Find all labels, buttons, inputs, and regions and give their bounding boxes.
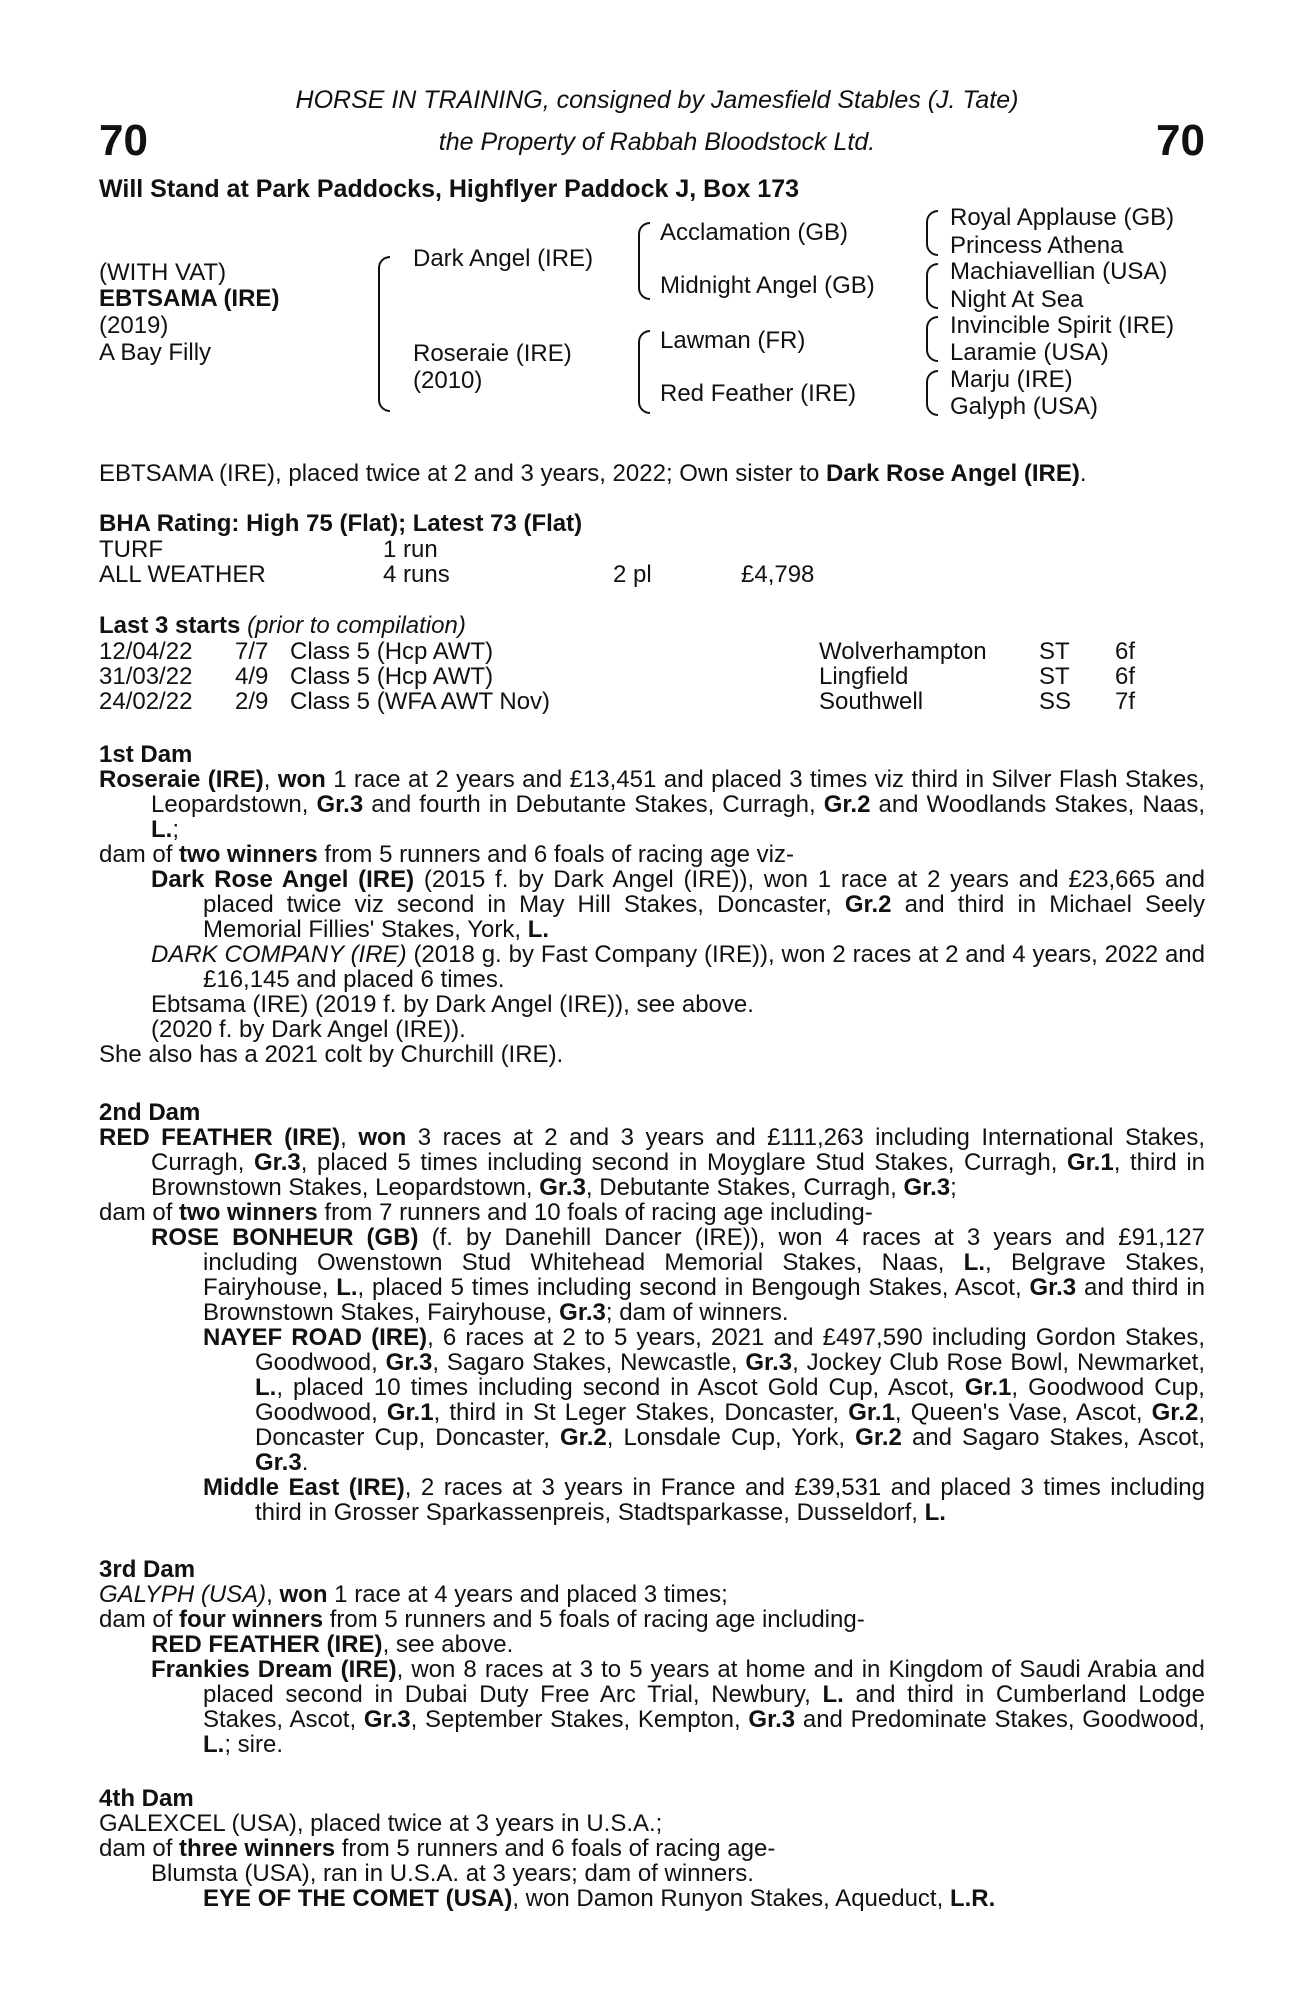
rating-prize: £4,798 (741, 561, 815, 588)
offspring-text: . (301, 1449, 309, 1476)
start-going: SS (1039, 688, 1072, 715)
offspring-text: , third in St Leger Stakes, Doncaster, (433, 1399, 849, 1426)
grade-label: Gr.1 (1067, 1149, 1114, 1176)
third-dam-record: GALYPH (USA), won 1 race at 4 years and placed 3 times; (99, 1581, 728, 1608)
pedigree-brace-main (378, 256, 390, 412)
offspring-name: Middle East (IRE) (203, 1474, 405, 1501)
offspring-text: ; sire. (224, 1731, 284, 1758)
start-distance: 7f (1115, 688, 1136, 715)
pedigree-sire: Dark Angel (IRE) (413, 245, 594, 272)
second-dam-text: , placed 5 times including second in Moyglare Stud Stakes, Curragh, (300, 1149, 1067, 1176)
starts-table (99, 639, 1199, 714)
offspring-entry (99, 867, 1205, 942)
grade-label: Gr.3 (363, 1706, 411, 1733)
offspring-name: EYE OF THE COMET (USA) (203, 1885, 513, 1912)
second-dam-won: won (358, 1124, 407, 1151)
start-race: Class 5 (Hcp AWT) (290, 638, 494, 665)
pedigree-dam-year: (2010) (413, 367, 483, 394)
horse-description: A Bay Filly (99, 339, 212, 366)
grade-label: L. (203, 1731, 225, 1758)
offspring-text: and third in Brownstown Stakes, Fairyhouse, (203, 1274, 1205, 1326)
rating-row (99, 562, 899, 587)
third-dam-won: won (279, 1581, 328, 1608)
offspring-text: , placed 5 times including second in Bengough Stakes, Ascot, (357, 1274, 1030, 1301)
offspring-entry (99, 942, 1205, 992)
grade-label: Gr.1 (964, 1374, 1012, 1401)
pedigree-brace-g3-4 (926, 370, 938, 416)
lot-number-left: 70 (99, 116, 148, 165)
grade-label: Gr.3 (1029, 1274, 1077, 1301)
grade-label: L. (924, 1499, 946, 1526)
grade-label: Gr.2 (560, 1424, 607, 1451)
third-dam-name: GALYPH (USA) (99, 1581, 267, 1608)
grade-label: L.R. (949, 1885, 996, 1912)
offspring-entry (99, 1861, 1205, 1886)
third-dam-produce-summary (99, 1607, 1205, 1632)
winners-count: two winners (179, 1199, 318, 1226)
dam-of-rest: from 5 runners and 6 foals of racing age viz- (317, 841, 794, 868)
offspring-text: and Sagaro Stakes, Ascot, (901, 1424, 1205, 1451)
start-going: ST (1039, 638, 1070, 665)
start-going: ST (1039, 663, 1070, 690)
pedigree-sire-sire: Acclamation (GB) (660, 219, 849, 246)
second-dam-text: , third in Brownstown Stakes, Leopardstown, (151, 1149, 1205, 1201)
grade-label: Gr.2 (1151, 1399, 1199, 1426)
start-position: 2/9 (235, 688, 269, 715)
grade-label: Gr.3 (539, 1174, 586, 1201)
offspring-text: , 2 races at 3 years in France and £39,531 and placed 3 times including third in Grosser Sparkassenpreis, Stadtsparkasse, Dusseldorf, (255, 1474, 1205, 1526)
offspring-text: and Predominate Stakes, Goodwood, (795, 1706, 1205, 1733)
pedigree-brace-g3-3 (926, 316, 938, 362)
second-dam-text: 3 races at 2 and 3 years and £111,263 including International Stakes, Curragh, (151, 1124, 1205, 1176)
winners-count: two winners (179, 841, 318, 868)
grade-label: Gr.3 (903, 1174, 951, 1201)
offspring-entry (99, 1225, 1205, 1325)
pedigree-brace-g3-1 (926, 210, 938, 256)
first-dam-text: and Woodlands Stakes, Naas, (870, 791, 1206, 818)
pedigree-g3-4: Night At Sea (950, 286, 1084, 313)
dam-of-rest: from 7 runners and 10 foals of racing age including- (317, 1199, 873, 1226)
pedigree-g3-3: Machiavellian (USA) (950, 258, 1168, 285)
first-dam-text: 1 race at 2 years and £13,451 and placed 3 times viz third in Silver Flash Stakes, Leopardstown, (151, 766, 1205, 818)
rating-runs: 1 run (383, 536, 438, 563)
offspring-text: Blumsta (USA), ran in U.S.A. at 3 years; dam of winners. (151, 1860, 754, 1887)
start-row (99, 639, 1199, 664)
second-dam-text: , Debutante Stakes, Curragh, (585, 1174, 904, 1201)
pedigree-dam-dam: Red Feather (IRE) (660, 380, 857, 407)
dam-of-label: dam of (99, 841, 180, 868)
grade-label: L. (822, 1681, 844, 1708)
offspring-text: , won 8 races at 3 to 5 years at home and in Kingdom of Saudi Arabia and placed second in Dubai Duty Free Arc Trial, Newbury, (203, 1656, 1205, 1708)
starts-title: Last 3 starts (99, 612, 241, 639)
starts-heading (99, 613, 466, 638)
first-dam-text: and fourth in Debutante Stakes, Curragh, (363, 791, 824, 818)
lot-number-right: 70 (1156, 116, 1205, 165)
offspring-text: , Doncaster Cup, Doncaster, (255, 1399, 1206, 1451)
dam-of-label: dam of (99, 1835, 180, 1862)
offspring-text: , Queen's Vase, Ascot, (894, 1399, 1152, 1426)
offspring-entry (99, 1017, 1205, 1042)
grade-label: Gr.3 (559, 1299, 606, 1326)
grade-label: Gr.3 (748, 1706, 796, 1733)
pedigree-g3-8: Galyph (USA) (950, 393, 1099, 420)
offspring-entry (99, 992, 1205, 1017)
rating-surface: TURF (99, 536, 163, 563)
fourth-dam-produce-summary (99, 1836, 1205, 1861)
offspring-text: , Goodwood Cup, Goodwood, (255, 1374, 1205, 1426)
grade-label: L. (336, 1274, 358, 1301)
first-dam-name: Roseraie (IRE) (99, 766, 264, 793)
grade-label: Gr.3 (745, 1349, 793, 1376)
third-dam-text: 1 race at 4 years and placed 3 times; (327, 1581, 728, 1608)
offspring-text: , September Stakes, Kempton, (410, 1706, 749, 1733)
offspring-text: , won Damon Runyon Stakes, Aqueduct, (512, 1885, 950, 1912)
start-course: Wolverhampton (819, 638, 987, 665)
rating-runs: 4 runs (383, 561, 450, 588)
start-date: 31/03/22 (99, 663, 193, 690)
offspring-text: (f. by Danehill Dancer (IRE)), won 4 races at 3 years and £91,127 including Owenstown Stud Whitehead Memorial Stakes, Naas, (203, 1224, 1205, 1276)
dam-of-rest: from 5 runners and 5 foals of racing age including- (323, 1606, 865, 1633)
start-position: 7/7 (235, 638, 269, 665)
rating-surface: ALL WEATHER (99, 561, 266, 588)
fourth-dam-heading: 4th Dam (99, 1785, 194, 1812)
second-dam-section (99, 1100, 1205, 1525)
pedigree-brace-sire (638, 222, 650, 300)
second-dam-name: RED FEATHER (IRE) (99, 1124, 341, 1151)
pedigree-brace-g3-2 (926, 263, 938, 309)
grand-offspring-entry (99, 1886, 1205, 1911)
grade-label: Gr.2 (844, 891, 892, 918)
offspring-entry (99, 1632, 1205, 1657)
first-dam-section (99, 742, 1205, 1067)
start-race: Class 5 (WFA AWT Nov) (290, 688, 551, 715)
summary-text: EBTSAMA (IRE), placed twice at 2 and 3 years, 2022; Own sister to (99, 460, 826, 487)
start-distance: 6f (1115, 663, 1136, 690)
summary-line (99, 461, 1086, 486)
offspring-text: ; dam of winners. (605, 1299, 789, 1326)
vat-label: (WITH VAT) (99, 259, 227, 286)
second-dam-produce-summary (99, 1200, 1205, 1225)
pedigree-brace-dam (638, 330, 650, 414)
grade-label: Gr.2 (823, 791, 871, 818)
offspring-text: , 6 races at 2 to 5 years, 2021 and £497,590 including Gordon Stakes, Goodwood, (255, 1324, 1205, 1376)
start-position: 4/9 (235, 663, 269, 690)
offspring-text: (2020 f. by Dark Angel (IRE)). (151, 1016, 466, 1043)
grade-label: Gr.3 (316, 791, 364, 818)
offspring-name: RED FEATHER (IRE) (151, 1631, 383, 1658)
summary-end: . (1079, 460, 1087, 487)
fourth-dam-record: GALEXCEL (USA), placed twice at 3 years in U.S.A.; (99, 1810, 663, 1837)
second-dam-text: ; (950, 1174, 957, 1201)
start-date: 24/02/22 (99, 688, 193, 715)
start-course: Lingfield (819, 663, 909, 690)
start-row (99, 664, 1199, 689)
bha-rating-title: BHA Rating: High 75 (Flat); Latest 73 (Flat) (99, 510, 583, 537)
offspring-name: ROSE BONHEUR (GB) (151, 1224, 419, 1251)
rating-table (99, 537, 899, 587)
start-race: Class 5 (Hcp AWT) (290, 663, 494, 690)
offspring-name: NAYEF ROAD (IRE) (203, 1324, 428, 1351)
offspring-text: Ebtsama (IRE) (2019 f. by Dark Angel (IRE)), see above. (151, 991, 754, 1018)
grade-label: Gr.3 (254, 1149, 301, 1176)
third-dam-heading: 3rd Dam (99, 1556, 196, 1583)
offspring-text: , Sagaro Stakes, Newcastle, (432, 1349, 746, 1376)
starts-note: (prior to compilation) (247, 612, 466, 639)
consignor-line: HORSE IN TRAINING, consigned by Jamesfield Stables (J. Tate) (295, 86, 1019, 114)
offspring-text: (2018 g. by Fast Company (IRE)), won 2 races at 2 and 4 years, 2022 and £16,145 and placed 6 times. (203, 941, 1205, 993)
offspring-text: and third in Michael Seely Memorial Fillies' Stakes, York, (203, 891, 1206, 943)
first-dam-produce-summary (99, 842, 1205, 867)
offspring-text: , placed 10 times including second in Ascot Gold Cup, Ascot, (276, 1374, 965, 1401)
second-dam-record: RED FEATHER (IRE), won 3 races at 2 and 3 years and £111,263 including International Stakes, Curragh, Gr.3, placed 5 times including second in Moyglare Stud Stakes, Curragh, Gr.1, third in Brownstown Stakes, Leopardstown, Gr.3, Debutante Stakes, Curragh, Gr.3; (99, 1124, 1205, 1201)
summary-sister: Dark Rose Angel (IRE) (825, 460, 1080, 487)
rating-row (99, 537, 899, 562)
grade-label: L. (151, 816, 173, 843)
grade-label: Gr.1 (386, 1399, 434, 1426)
offspring-text: , see above. (382, 1631, 514, 1658)
grade-label: Gr.1 (848, 1399, 895, 1426)
pedigree-g3-2: Princess Athena (950, 232, 1124, 259)
offspring-text: and third in Cumberland Lodge Stakes, Ascot, (203, 1681, 1205, 1733)
horse-year: (2019) (99, 312, 169, 339)
grand-offspring-entry (99, 1475, 1205, 1525)
first-dam-text: ; (172, 816, 179, 843)
grade-label: L. (527, 916, 550, 943)
pedigree-g3-5: Invincible Spirit (IRE) (950, 312, 1175, 339)
first-dam-won: won (277, 766, 326, 793)
offspring-name: DARK COMPANY (IRE) (151, 941, 407, 968)
pedigree-dam: Roseraie (IRE) (413, 340, 572, 367)
pedigree-g3-7: Marju (IRE) (950, 366, 1073, 393)
pedigree-sire-dam: Midnight Angel (GB) (660, 272, 875, 299)
offspring-text: (2015 f. by Dark Angel (IRE)), won 1 race at 2 years and £23,665 and placed twice viz second in May Hill Stakes, Doncaster, (203, 866, 1206, 918)
grade-label: L. (963, 1249, 985, 1276)
dam-of-label: dam of (99, 1199, 180, 1226)
fourth-dam-section (99, 1786, 1205, 1911)
rating-placed: 2 pl (613, 561, 652, 588)
grade-label: Gr.2 (855, 1424, 902, 1451)
offspring-text: , Lonsdale Cup, York, (606, 1424, 856, 1451)
grade-label: Gr.3 (255, 1449, 302, 1476)
pedigree-dam-sire: Lawman (FR) (660, 327, 806, 354)
third-dam-section (99, 1557, 1205, 1757)
winners-count: three winners (179, 1835, 336, 1862)
offspring-name: Frankies Dream (IRE) (151, 1656, 397, 1683)
start-distance: 6f (1115, 638, 1136, 665)
offspring-text: , Jockey Club Rose Bowl, Newmarket, (792, 1349, 1206, 1376)
horse-name: EBTSAMA (IRE) (99, 285, 280, 312)
offspring-name: Dark Rose Angel (IRE) (151, 866, 415, 893)
pedigree-g3-6: Laramie (USA) (950, 339, 1109, 366)
dam-of-rest: from 5 runners and 6 foals of racing age- (335, 1835, 776, 1862)
grade-label: L. (255, 1374, 277, 1401)
first-dam-record: Roseraie (IRE), won 1 race at 2 years and £13,451 and placed 3 times viz third in Silver Flash Stakes, Leopardstown, Gr.3 and fourth in Debutante Stakes, Curragh, Gr.2 and Woodlands Stakes, Naas, L.; (99, 766, 1206, 843)
start-date: 12/04/22 (99, 638, 193, 665)
second-dam-heading: 2nd Dam (99, 1099, 201, 1126)
winners-count: four winners (179, 1606, 324, 1633)
offspring-entry (99, 1657, 1205, 1757)
pedigree-g3-1: Royal Applause (GB) (950, 204, 1175, 231)
dam-of-label: dam of (99, 1606, 180, 1633)
grand-offspring-entry (99, 1325, 1205, 1475)
offspring-text: , Belgrave Stakes, Fairyhouse, (203, 1249, 1206, 1301)
first-dam-heading: 1st Dam (99, 741, 193, 768)
property-line: the Property of Rabbah Bloodstock Ltd. (438, 128, 876, 156)
start-row (99, 689, 1199, 714)
grade-label: Gr.3 (385, 1349, 433, 1376)
stand-location: Will Stand at Park Paddocks, Highflyer Paddock J, Box 173 (99, 175, 799, 203)
first-dam-also: She also has a 2021 colt by Churchill (IRE). (99, 1041, 564, 1068)
start-course: Southwell (819, 688, 924, 715)
